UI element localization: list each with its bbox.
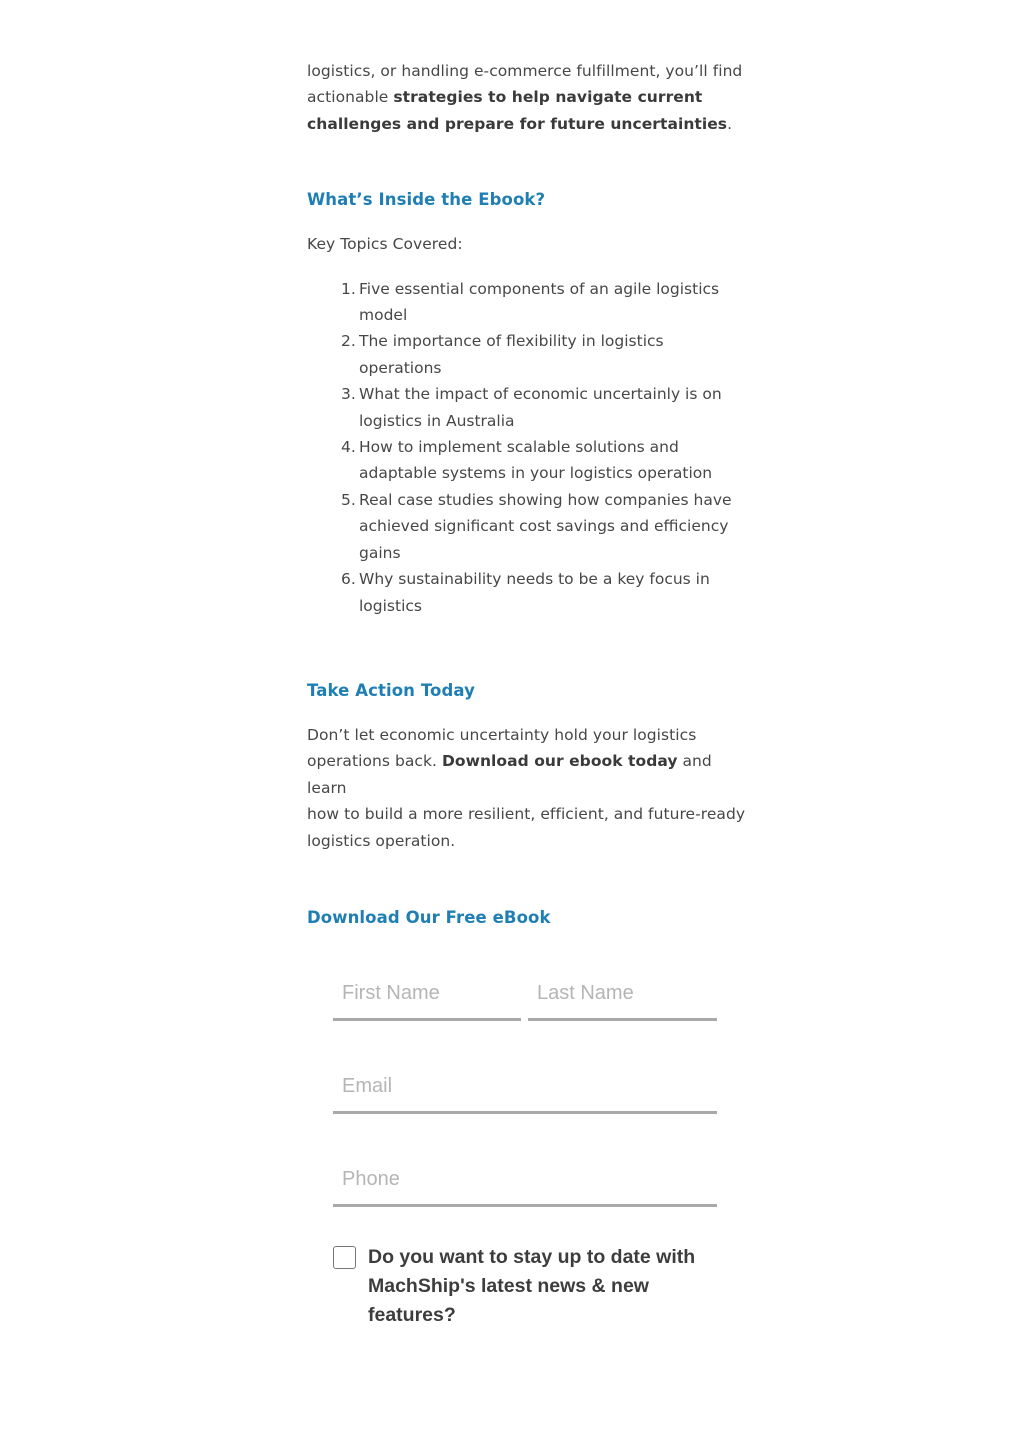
list-item-text: adaptable systems in your logistics operation [359, 464, 713, 483]
list-item [307, 487, 747, 566]
last-name-field-wrapper [528, 960, 717, 1021]
intro-line-1: logistics, or handling e-commerce fulfillment, you’ll find [307, 62, 743, 80]
list-item-number: 3. [341, 385, 356, 404]
action-line-4: logistics operation. [307, 831, 456, 850]
list-item [307, 434, 747, 487]
take-action-paragraph [307, 722, 747, 854]
list-item-number: 2. [341, 332, 356, 351]
intro-line-2-bold: strategies to help navigate current [393, 88, 703, 107]
list-item-number: 4. [341, 438, 356, 457]
newsletter-label-line: MachShip's latest news & new [368, 1275, 649, 1297]
phone-input[interactable] [333, 1146, 717, 1204]
list-item-text: How to implement scalable solutions and [359, 438, 679, 457]
list-item-text: operations [359, 358, 442, 377]
newsletter-checkbox-label[interactable] [368, 1243, 728, 1330]
take-action-heading: Take Action Today [307, 680, 475, 700]
list-item-number: 1. [341, 279, 356, 298]
list-item-text: gains [359, 543, 401, 562]
action-line-1: Don’t let economic uncertainty hold your logistics [307, 725, 697, 744]
action-line-2-prefix: operations back. [307, 752, 442, 771]
download-ebook-today-emphasis: Download our ebook today [441, 752, 678, 771]
list-item-text: logistics in Australia [359, 411, 515, 430]
article-content [307, 58, 747, 927]
phone-field-wrapper [333, 1146, 717, 1207]
list-item-number: 6. [341, 570, 356, 589]
key-topics-label: Key Topics Covered: [307, 235, 463, 254]
list-item-text: Real case studies showing how companies have [359, 490, 732, 509]
list-item-text: Five essential components of an agile logistics [359, 279, 720, 298]
action-line-2-suffix: and learn [307, 752, 712, 797]
list-item-text: The importance of flexibility in logistics [359, 332, 664, 351]
download-heading: Download Our Free eBook [307, 907, 551, 927]
last-name-input[interactable] [528, 960, 717, 1018]
list-item-number: 5. [341, 490, 356, 509]
list-item-text: logistics [359, 596, 422, 615]
intro-line-2-prefix: actionable [307, 88, 394, 107]
first-name-field-wrapper [333, 960, 521, 1021]
first-name-input[interactable] [333, 960, 521, 1018]
intro-paragraph [307, 58, 747, 137]
email-field-wrapper [333, 1053, 717, 1114]
list-item-text: achieved significant cost savings and efficiency [359, 517, 729, 536]
list-item [307, 566, 747, 619]
intro-line-3-suffix: . [727, 114, 733, 133]
list-item [307, 276, 747, 329]
list-item [307, 328, 747, 381]
newsletter-label-line: features? [368, 1304, 456, 1326]
newsletter-checkbox[interactable] [333, 1246, 356, 1269]
topics-list [307, 276, 747, 619]
list-item-text: Why sustainability needs to be a key focus in [359, 570, 710, 589]
list-item-text: model [359, 306, 408, 325]
email-input[interactable] [333, 1053, 717, 1111]
intro-line-3-bold: challenges and prepare for future uncertainties [307, 114, 728, 133]
action-line-3: how to build a more resilient, efficient, and future-ready [307, 805, 746, 824]
newsletter-label-line: Do you want to stay up to date with [368, 1246, 696, 1268]
inside-heading: What’s Inside the Ebook? [307, 190, 546, 210]
list-item-text: What the impact of economic uncertainly is on [359, 385, 722, 404]
list-item [307, 381, 747, 434]
